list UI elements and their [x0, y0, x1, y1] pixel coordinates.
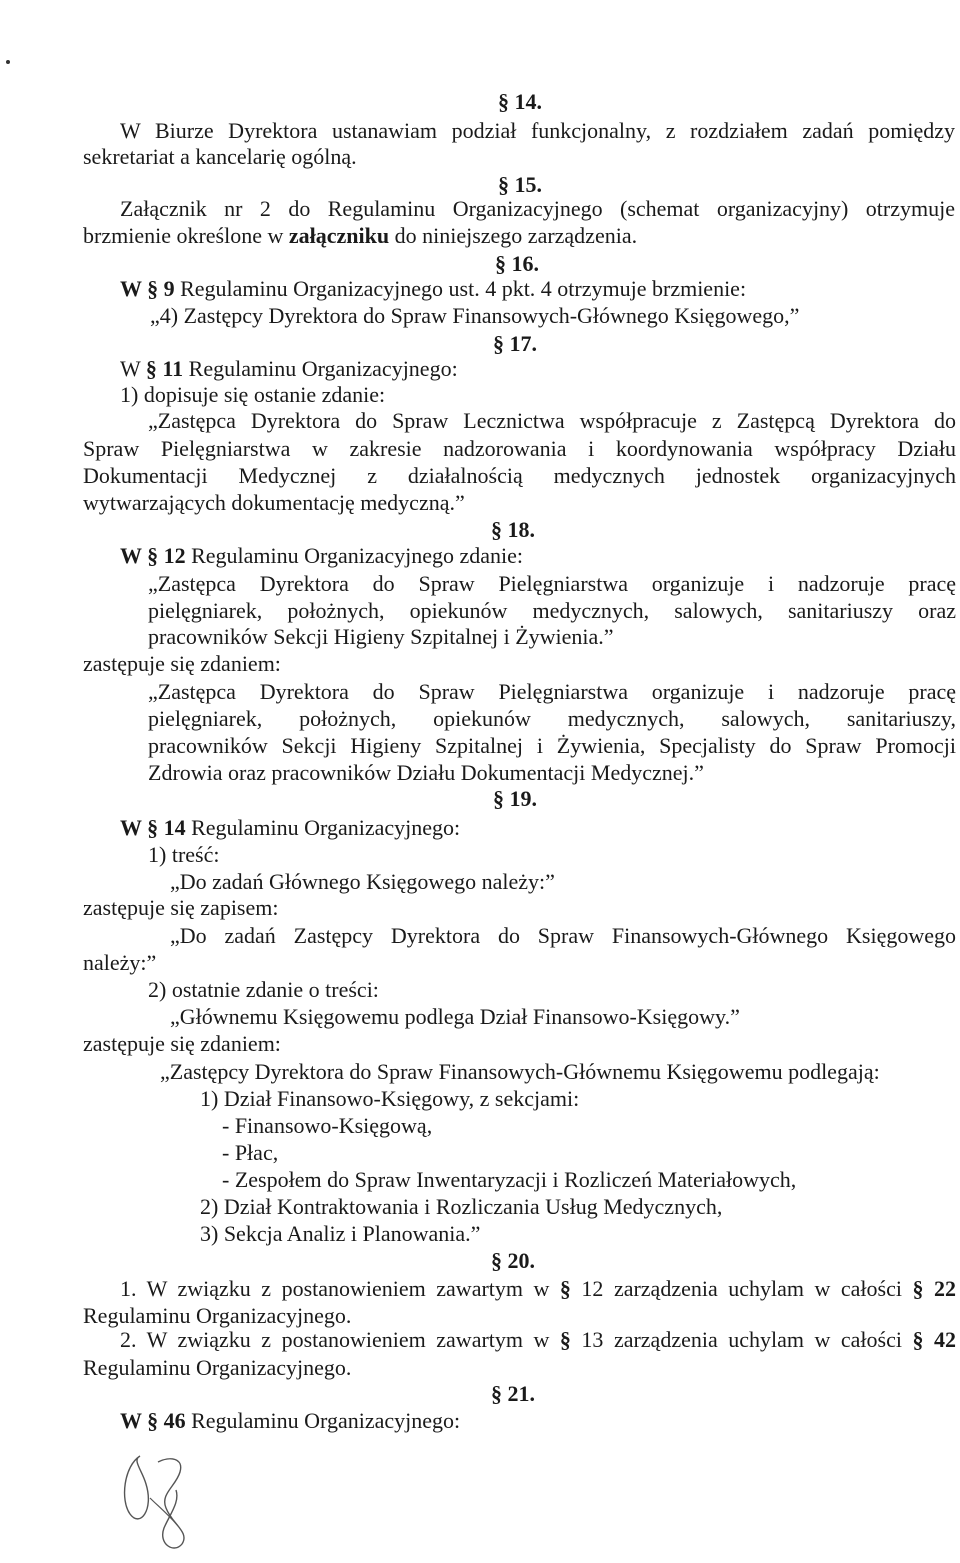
text-run: 2. W związku z postanowieniem zawartym w [120, 1327, 560, 1352]
text-run: należy:” [83, 950, 157, 975]
text-line [148, 976, 379, 1003]
text-run: - Zespołem do Spraw Inwentaryzacji i Rozliczeń Materiałowych, [222, 1167, 797, 1192]
text-line [83, 489, 465, 516]
text-line [83, 222, 637, 249]
text-run: W Biurze Dyrektora ustanawiam podział funkcjonalny, z rozdziałem zadań pomiędzy [120, 118, 955, 143]
text-line [83, 650, 281, 677]
text-line [222, 1112, 432, 1139]
text-run: Regulaminu Organizacyjnego: [185, 815, 461, 840]
text-run: - Finansowo-Księgową, [222, 1113, 433, 1138]
text-line [453, 1380, 573, 1407]
text-run: Spraw Pielęgniarstwa w zakresie nadzorowania i koordynowania współpracy Działu [83, 436, 956, 461]
text-line [120, 1407, 460, 1434]
bold-text: § 18. [491, 517, 535, 542]
bold-text: § 15. [498, 172, 542, 197]
text-line [148, 597, 956, 624]
text-run: Dokumentacji Medycznej z działalnością medycznych jednostek organizacyjnych [83, 463, 956, 488]
text-line [453, 1247, 573, 1274]
text-line [222, 1166, 796, 1193]
text-run: - Płac, [222, 1140, 279, 1165]
text-line [200, 1220, 480, 1247]
text-run: wytwarzających dokumentację medyczną.” [83, 490, 465, 515]
bold-text: załączniku [288, 223, 390, 248]
text-line [170, 1003, 740, 1030]
text-run: Regulaminu Organizacyjnego zdanie: [185, 543, 524, 568]
bold-text: § 11 [145, 356, 184, 381]
text-line [148, 732, 956, 759]
text-run: 2) ostatnie zdanie o treści: [148, 977, 379, 1002]
text-line [453, 516, 573, 543]
text-run: „Zastępca Dyrektora do Spraw Pielęgniarstwa organizuje i nadzoruje pracę [148, 571, 956, 596]
text-run: Regulaminu Organizacyjnego. [83, 1303, 352, 1328]
text-run: Zdrowia oraz pracowników Działu Dokumentacji Medycznej.” [148, 760, 704, 785]
text-run: „Zastępca Dyrektora do Spraw Pielęgniarstwa organizuje i nadzoruje pracę [148, 679, 956, 704]
text-line [83, 1302, 351, 1329]
bold-text: § [559, 1276, 571, 1301]
text-run: sekretariat a kancelarię ogólną. [83, 144, 357, 169]
text-line [83, 894, 278, 921]
text-run: zastępuje się zdaniem: [83, 651, 281, 676]
bold-text: W § 12 [120, 543, 186, 568]
text-line [457, 250, 577, 277]
text-run: zastępuje się zdaniem: [83, 1031, 281, 1056]
text-line [120, 195, 955, 222]
text-run: „Do zadań Zastępcy Dyrektora do Spraw Finansowych-Głównego Księgowego [170, 923, 956, 948]
text-line [222, 1139, 278, 1166]
text-run: W [120, 356, 146, 381]
text-line [120, 542, 523, 569]
text-run: 13 zarządzenia uchylam w całości [570, 1327, 913, 1352]
text-run: 12 zarządzenia uchylam w całości [570, 1276, 913, 1301]
bold-text: W § 14 [120, 815, 186, 840]
bold-text: § 21. [491, 1381, 535, 1406]
text-line [83, 949, 156, 976]
bold-text: § 14. [498, 89, 542, 114]
text-line [455, 785, 575, 812]
text-run: 2) Dział Kontraktowania i Rozliczania Usług Medycznych, [200, 1194, 723, 1219]
text-run: „Do zadań Głównego Księgowego należy:” [170, 869, 555, 894]
text-line [455, 330, 575, 357]
text-line [148, 841, 219, 868]
text-line [83, 435, 956, 462]
bold-text: § 16. [495, 251, 539, 276]
bold-text: § 20. [491, 1248, 535, 1273]
text-run: 1) Dział Finansowo-Księgowy, z sekcjami: [200, 1086, 580, 1111]
bold-text: § 19. [493, 786, 537, 811]
bold-text: W § 46 [120, 1408, 186, 1433]
text-line [120, 1326, 956, 1353]
text-run: zastępuje się zapisem: [83, 895, 279, 920]
text-line [160, 1058, 880, 1085]
text-line [148, 570, 956, 597]
text-run: Regulaminu Organizacyjnego: [185, 1408, 461, 1433]
text-line [120, 1275, 956, 1302]
text-line [200, 1193, 722, 1220]
text-run: 1. W związku z postanowieniem zawartym w [120, 1276, 560, 1301]
text-run: „Głównemu Księgowemu podlega Dział Finansowo-Księgowy.” [170, 1004, 740, 1029]
text-line [460, 88, 580, 115]
text-line [83, 143, 357, 170]
bold-text: § [559, 1327, 571, 1352]
text-run: 1) dopisuje się ostanie zdanie: [120, 382, 386, 407]
text-run: „Zastępca Dyrektora do Spraw Lecznictwa współpracuje z Zastępcą Dyrektora do [148, 408, 956, 433]
text-run: Regulaminu Organizacyjnego ust. 4 pkt. 4 otrzymuje brzmienie: [174, 276, 747, 301]
text-line [170, 922, 956, 949]
text-line [120, 355, 458, 382]
text-run: pracowników Sekcji Higieny Szpitalnej i Żywienia.” [148, 624, 614, 649]
text-line [148, 759, 704, 786]
bold-text: § 17. [493, 331, 537, 356]
text-run: 3) Sekcja Analiz i Planowania.” [200, 1221, 481, 1246]
text-run: pracowników Sekcji Higieny Szpitalnej i Żywienia, Specjalisty do Spraw Promocji [148, 733, 956, 758]
text-line [170, 868, 555, 895]
text-run: pielęgniarek, położnych, opiekunów medycznych, salowych, sanitariuszy oraz [148, 598, 956, 623]
text-line [120, 117, 955, 144]
text-line [120, 814, 460, 841]
text-line [148, 678, 956, 705]
text-line [150, 302, 799, 329]
bold-text: § 22 [912, 1276, 957, 1301]
text-line [148, 623, 614, 650]
handwritten-initials [110, 1448, 210, 1558]
text-line [120, 381, 385, 408]
bold-text: § 42 [912, 1327, 957, 1352]
text-line [83, 1030, 281, 1057]
text-run: Załącznik nr 2 do Regulaminu Organizacyjnego (schemat organizacyjny) otrzymuje [120, 196, 955, 221]
text-run: do niniejszego zarządzenia. [389, 223, 638, 248]
text-line [83, 1354, 351, 1381]
text-line [148, 407, 956, 434]
text-run: 1) treść: [148, 842, 220, 867]
text-run: Regulaminu Organizacyjnego. [83, 1355, 352, 1380]
text-run: pielęgniarek, położnych, opiekunów medycznych, salowych, sanitariuszy, [148, 706, 956, 731]
text-run: brzmienie określone w [83, 223, 289, 248]
text-line [460, 171, 580, 198]
text-run: „Zastępcy Dyrektora do Spraw Finansowych-Głównemu Księgowemu podlegają: [160, 1059, 880, 1084]
bold-text: W § 9 [120, 276, 175, 301]
text-line [120, 275, 746, 302]
text-line [148, 705, 956, 732]
text-run: „4) Zastępcy Dyrektora do Spraw Finansowych-Głównego Księgowego,” [150, 303, 800, 328]
text-line [83, 462, 956, 489]
text-line [200, 1085, 579, 1112]
scan-speck [6, 60, 10, 64]
text-run: Regulaminu Organizacyjnego: [183, 356, 458, 381]
